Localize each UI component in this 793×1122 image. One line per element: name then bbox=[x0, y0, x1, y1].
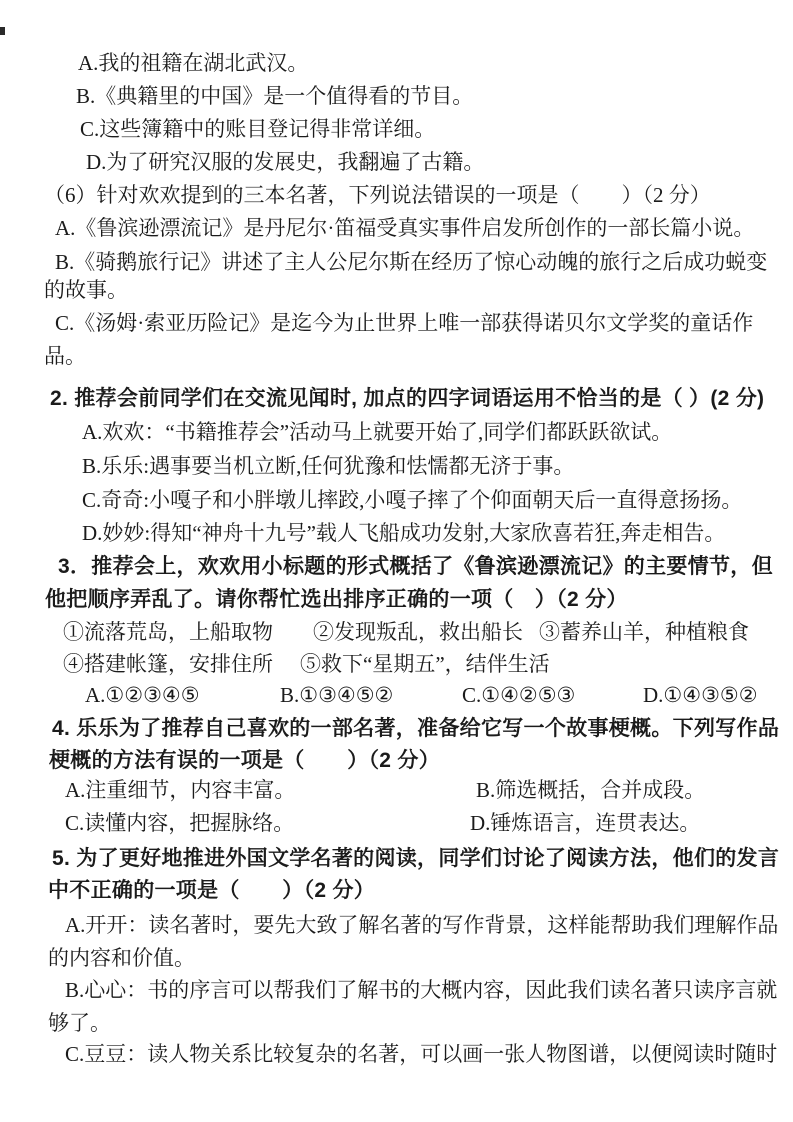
scan-artifact bbox=[0, 27, 5, 35]
q3-choice-a: A.①②③④⑤ bbox=[85, 683, 200, 707]
q4-stem-line2: 梗概的方法有误的一项是（ ）（2 分） bbox=[49, 749, 441, 772]
q3-item-5: ⑤救下“星期五”，结伴生活 bbox=[300, 652, 550, 676]
q5-option-a-line1: A.开开：读名著时，要先大致了解名著的写作背景，这样能帮助我们理解作品 bbox=[65, 913, 779, 937]
q3-item-1: ①流落荒岛，上船取物 bbox=[63, 620, 273, 644]
q4-option-c: C.读懂内容，把握脉络。 bbox=[65, 811, 295, 835]
q3-stem-line1: 3．推荐会上，欢欢用小标题的形式概括了《鲁滨逊漂流记》的主要情节，但 bbox=[58, 555, 773, 578]
q5-option-a-line2: 的内容和价值。 bbox=[48, 946, 195, 970]
q6-option-a: A.《鲁滨逊漂流记》是丹尼尔·笛福受真实事件启发所创作的一部长篇小说。 bbox=[55, 216, 755, 240]
q2-option-c: C.奇奇:小嘎子和小胖墩儿摔跤,小嘎子摔了个仰面朝天后一直得意扬扬。 bbox=[82, 488, 743, 512]
q6-option-c-line2: 品。 bbox=[44, 344, 86, 368]
q2-option-d: D.妙妙:得知“神舟十九号”载人飞船成功发射,大家欣喜若狂,奔走相告。 bbox=[82, 521, 726, 545]
q3-stem-line2: 他把顺序弄乱了。请你帮忙选出排序正确的一项（ ）（2 分） bbox=[45, 588, 628, 611]
q3-choice-d: D.①④③⑤② bbox=[643, 683, 758, 707]
q4-option-a: A.注重细节，内容丰富。 bbox=[65, 778, 296, 802]
q2-option-a: A.欢欢：“书籍推荐会”活动马上就要开始了,同学们都跃跃欲试。 bbox=[82, 420, 673, 444]
q5-stem-line1: 5. 为了更好地推进外国文学名著的阅读，同学们讨论了阅读方法，他们的发言 bbox=[52, 847, 780, 870]
q2-stem: 2. 推荐会前同学们在交流见闻时, 加点的四字词语运用不恰当的是（ ）(2 分) bbox=[50, 387, 765, 410]
q1-option-c: C.这些簿籍中的账目登记得非常详细。 bbox=[80, 117, 436, 141]
q3-item-4: ④搭建帐篷，安排住所 bbox=[63, 652, 273, 676]
q6-option-b-line2: 的故事。 bbox=[44, 278, 128, 302]
q3-item-3: ③蓄养山羊，种植粮食 bbox=[539, 620, 749, 644]
q1-option-d: D.为了研究汉服的发展史，我翻遍了古籍。 bbox=[86, 150, 485, 174]
q6-option-c-line1: C.《汤姆·索亚历险记》是迄今为止世界上唯一部获得诺贝尔文学奖的童话作 bbox=[55, 311, 754, 335]
q3-choice-c: C.①④②⑤③ bbox=[462, 683, 576, 707]
q5-option-b-line1: B.心心：书的序言可以帮我们了解书的大概内容，因此我们读名著只读序言就 bbox=[65, 978, 778, 1002]
q5-option-c-line1: C.豆豆：读人物关系比较复杂的名著，可以画一张人物图谱，以便阅读时随时 bbox=[65, 1042, 778, 1066]
q1-option-b: B.《典籍里的中国》是一个值得看的节目。 bbox=[76, 84, 474, 108]
q1-option-a: A.我的祖籍在湖北武汉。 bbox=[78, 51, 309, 75]
q4-stem-line1: 4. 乐乐为了推荐自己喜欢的一部名著，准备给它写一个故事梗概。下列写作品 bbox=[52, 717, 780, 740]
q2-option-b: B.乐乐:遇事要当机立断,任何犹豫和怯懦都无济于事。 bbox=[82, 454, 575, 478]
q3-choice-b: B.①③④⑤② bbox=[280, 683, 394, 707]
q5-option-b-line2: 够了。 bbox=[48, 1011, 111, 1035]
q6-stem: （6）针对欢欢提到的三本名著，下列说法错误的一项是（ ）（2 分） bbox=[44, 183, 711, 207]
q4-option-d: D.锤炼语言，连贯表达。 bbox=[470, 811, 701, 835]
q4-option-b: B.筛选概括，合并成段。 bbox=[476, 778, 706, 802]
q6-option-b-line1: B.《骑鹅旅行记》讲述了主人公尼尔斯在经历了惊心动魄的旅行之后成功蜕变 bbox=[55, 250, 768, 274]
q5-stem-line2: 中不正确的一项是（ ）（2 分） bbox=[48, 879, 376, 902]
q3-item-2: ②发现叛乱，救出船长 bbox=[313, 620, 523, 644]
